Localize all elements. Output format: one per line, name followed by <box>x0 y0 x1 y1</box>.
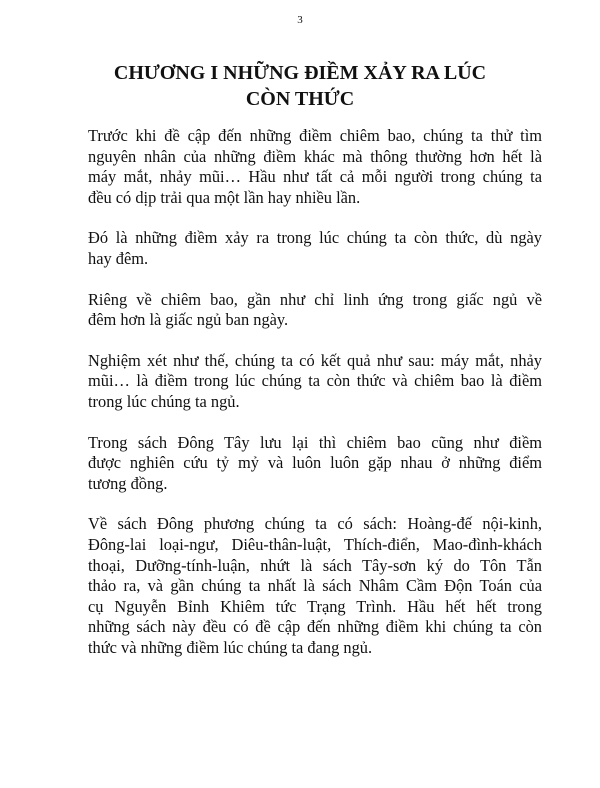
paragraph-5 <box>88 433 542 495</box>
page-number: 3 <box>297 14 303 26</box>
paragraph-4 <box>88 351 542 413</box>
paragraph-1 <box>88 126 542 208</box>
text-line: Trước khi đề cập đến những điềm chiêm bao, chúng ta thử tìm <box>88 126 542 145</box>
text-line: được nghiên cứu tỷ mỷ và luôn luôn gặp nhau ở những điểm <box>88 453 542 473</box>
chapter-title-line: CÒN THỨC <box>245 88 355 110</box>
paragraph-3 <box>88 290 542 331</box>
text-line: Về sách Đông phương chúng ta có sách: Hoàng-đế nội-kinh, <box>88 514 542 534</box>
text-line: nguyên nhân của những điềm khác mà thông thường hơn hết là <box>88 146 542 166</box>
text-line: đều có dịp trải qua một lần hay nhiều lần. <box>88 187 361 207</box>
text-line: trong lúc chúng ta ngủ. <box>88 391 240 411</box>
text-line: cụ Nguyễn Bỉnh Khiêm tức Trạng Trình. Hầu hết hết trong <box>88 596 542 616</box>
text-line: máy mắt, nhảy mũi… Hầu như tất cả mỗi người trong chúng ta <box>88 167 542 187</box>
paragraph-6 <box>88 514 542 658</box>
text-line: thảo ra, và gần chúng ta nhất là sách Nhâm Cầm Độn Toán của <box>88 576 542 596</box>
text-line: Đông-lai loại-ngư, Diêu-thân-luật, Thích-điển, Mao-đình-khách <box>88 534 542 554</box>
text-line: thức và những điềm lúc chúng ta đang ngủ. <box>88 637 373 657</box>
chapter-title-line: CHƯƠNG I NHỮNG ĐIỀM XẢY RA LÚC <box>113 62 487 84</box>
body-text <box>88 126 542 678</box>
text-line: Riêng về chiêm bao, gần như chỉ linh ứng trong giấc ngủ về <box>88 289 542 309</box>
text-line: hay đêm. <box>88 248 149 268</box>
text-line: đêm hơn là giấc ngủ ban ngày. <box>88 310 289 330</box>
text-line: Trong sách Đông Tây lưu lại thì chiêm bao cũng như điềm <box>88 432 542 452</box>
text-line: tương đồng. <box>88 473 168 493</box>
paragraph-2 <box>88 228 542 269</box>
text-line: mũi… là điềm trong lúc chúng ta còn thức và chiêm bao là điềm <box>88 371 542 391</box>
chapter-title <box>60 60 540 112</box>
text-line: thoại, Dưỡng-tính-luận, nhứt là sách Tây-sơn ký do Tôn Tẫn <box>88 555 542 575</box>
text-line: Nghiệm xét như thế, chúng ta có kết quả như sau: máy mắt, nhảy <box>88 350 542 370</box>
text-line: những sách này đều có đề cập đến những điềm khi chúng ta còn <box>88 617 542 637</box>
text-line: Đó là những điềm xảy ra trong lúc chúng ta còn thức, dù ngày <box>88 228 542 248</box>
